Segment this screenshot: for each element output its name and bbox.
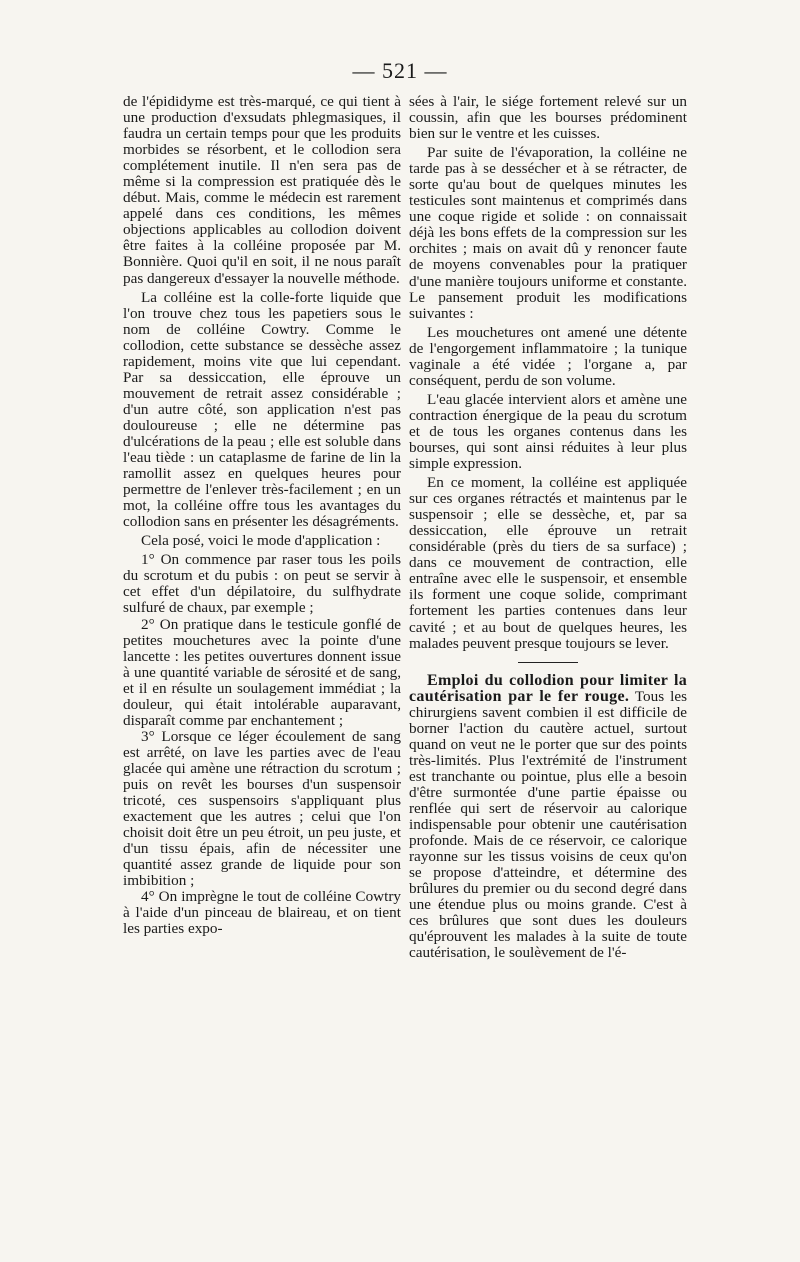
list-item: 1° On commence par raser tous les poils du scrotum et du pubis : on peut se servir à cet effet d'un dépilatoire, du sulfhydrate sulfuré de chaux, par exemple ; (123, 551, 401, 617)
paragraph: de l'épididyme est très-marqué, ce qui tient à une production d'exsudats phlegmasiques, il faudra un certain temps pour que les produits morbides se résorbent, et le collodion sera complétement inutile. Il n'en sera pas de même si la compression est pratiquée dès le début. Mais, comme le médecin est rarement appelé dans ces conditions, les mêmes objections applicables au collodion doivent être faites à la colléine proposée par M. Bonnière. Quoi qu'il en soit, il ne nous paraît pas dangereux d'essayer la nouvelle méthode. (123, 93, 401, 287)
list-item: 4° On imprègne le tout de colléine Cowtry à l'aide d'un pinceau de blaireau, et on tient les parties expo- (123, 888, 401, 938)
list-item: 2° On pratique dans le testicule gonflé de petites mouchetures avec la pointe d'une lancette : les petites ouvertures donnent issue à une quantité variable de sérosité et de sang, et il en résulte un soulagement immédiat ; la douleur, qui était intolérable auparavant, disparaît comme par enchantement ; (123, 615, 401, 729)
section-paragraph (409, 673, 687, 962)
paragraph: Par suite de l'évaporation, la colléine ne tarde pas à se dessécher et à se rétracter, de sorte qu'au bout de quelques minutes les testicules sont maintenus et comprimés dans une coque rigide et solide : on connaissait déjà les bons effets de la compression sur les orchites ; mais on avait dû y renoncer faute de moyens convenables pour la pratiquer d'une manière toujours uniforme et constante. Le pansement produit les modifications suivantes : (409, 144, 687, 322)
page-number: — 521 — (352, 58, 448, 83)
paragraph: Cela posé, voici le mode d'application : (141, 532, 381, 550)
section-body: Tous les chirurgiens savent combien il est difficile de borner l'action du cautère actuel, surtout quand on veut ne le porter que sur des points très-limités. Plus l'extrémité de l'instrument est tranchante ou pointue, plus elle a besoin d'être surmontée d'une partie épaisse ou renflée qui sert de réservoir au calorique indispensable pour obtenir une cautérisation profonde. Mais de ce réservoir, ce calorique rayonne sur les tissus voisins de ceux qu'on se propose d'atteindre, et détermine des brûlures du premier ou du second degré dans une étendue plus ou moins grande. C'est à ces brûlures que sont dues les douleurs qu'éprouvent les malades à la suite de toute cautérisation, le soulèvement de l'é- (409, 687, 687, 962)
left-column (123, 94, 401, 937)
section-heading: Emploi du collodion pour limiter la cautérisation par le fer rouge. (409, 671, 687, 705)
paragraph: L'eau glacée intervient alors et amène une contraction énergique de la peau du scrotum et de tous les organes contenus dans les bourses, qui sont ainsi réduites à leur plus simple expression. (409, 390, 687, 473)
right-column (409, 94, 687, 961)
paragraph: En ce moment, la colléine est appliquée sur ces organes rétractés et maintenus par le suspensoir ; elle se dessèche, et, par sa dessiccation, elle éprouve un retrait considérable (près du tiers de sa surface) ; dans ce mouvement de contraction, elle entraîne avec elle le suspensoir, et ensemble ils forment une coque solide, comprimant fortement les parties contenues dans leur cavité ; et au bout de quelques heures, les malades peuvent presque toujours se lever. (409, 474, 687, 652)
section-divider (518, 662, 578, 663)
paragraph: sées à l'air, le siége fortement relevé sur un coussin, afin que les bourses prédominent bien sur le ventre et les cuisses. (409, 93, 687, 143)
list-item: 3° Lorsque ce léger écoulement de sang est arrêté, on lave les parties avec de l'eau glacée qui amène une rétraction du scrotum ; puis on revêt les bourses d'un suspensoir tricoté, ces suspensoirs s'appliquant plus exactement que les autres ; celui que l'on choisit doit être un peu étroit, un peu juste, et d'un tissu épais, afin de nécessiter une quantité assez grande de liquide pour son imbibition ; (123, 727, 401, 890)
paragraph: Les mouchetures ont amené une détente de l'engorgement inflammatoire ; la tunique vaginale a été vidée ; l'organe a, par conséquent, perdu de son volume. (409, 323, 687, 389)
paragraph: La colléine est la colle-forte liquide que l'on trouve chez tous les papetiers sous le nom de colléine Cowtry. Comme le collodion, cette substance se dessèche assez rapidement, moins vite que lui cependant. Par sa dessiccation, elle éprouve un mouvement de retrait assez considérable ; d'un autre côté, son application n'est pas douloureuse ; elle ne détermine pas d'ulcérations de la peau ; elle est soluble dans l'eau tiède : un cataplasme de farine de lin la ramollit assez en quelques heures pour permettre de l'enlever très-facilement ; en un mot, la colléine offre tous les avantages du collodion sans en présenter les désagréments. (123, 288, 401, 531)
